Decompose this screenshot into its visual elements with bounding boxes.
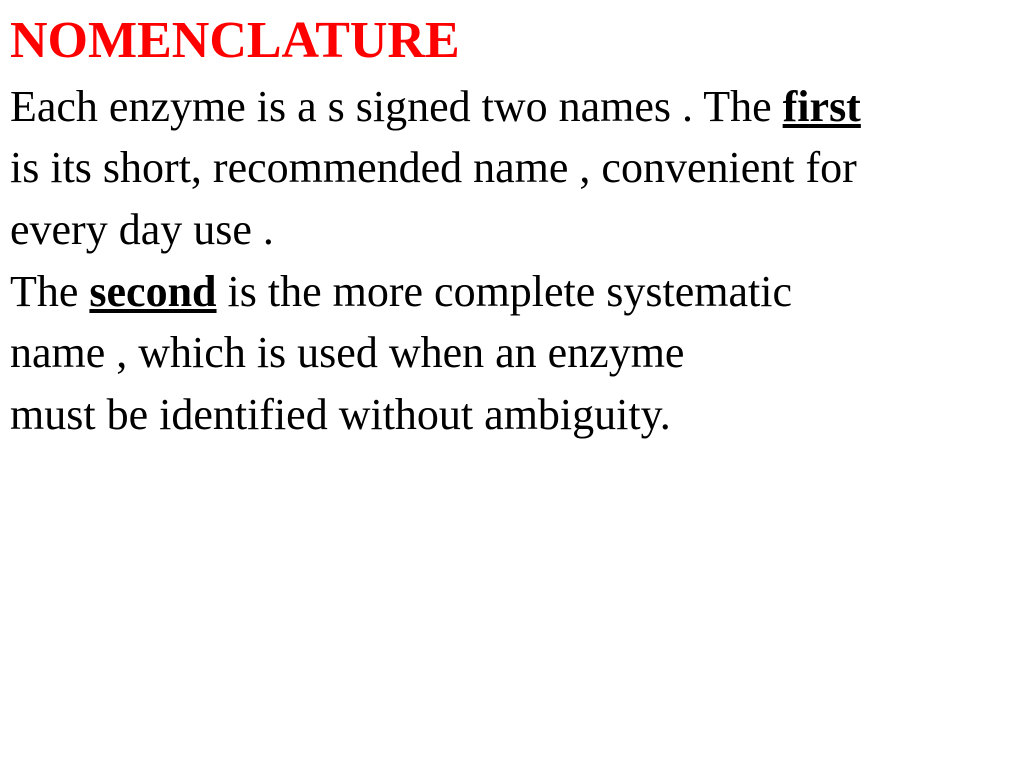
body-line-4-post: is the more complete systematic <box>216 267 793 316</box>
body-line-1 <box>10 76 861 138</box>
emphasis-second: second <box>89 267 217 316</box>
body-line-4 <box>10 261 792 323</box>
body-line-4-pre: The <box>10 267 90 316</box>
body-line-5: name , which is used when an enzyme <box>10 328 685 377</box>
body-line-1-text: Each enzyme is a s signed two names . The <box>10 82 783 131</box>
body-line-3: every day use . <box>10 205 274 254</box>
body-line-2: is its short, recommended name , convenient for <box>10 143 857 192</box>
slide-title: NOMENCLATURE <box>10 12 460 69</box>
emphasis-first: first <box>782 82 861 131</box>
body-line-6: must be identified without ambiguity. <box>10 390 671 439</box>
